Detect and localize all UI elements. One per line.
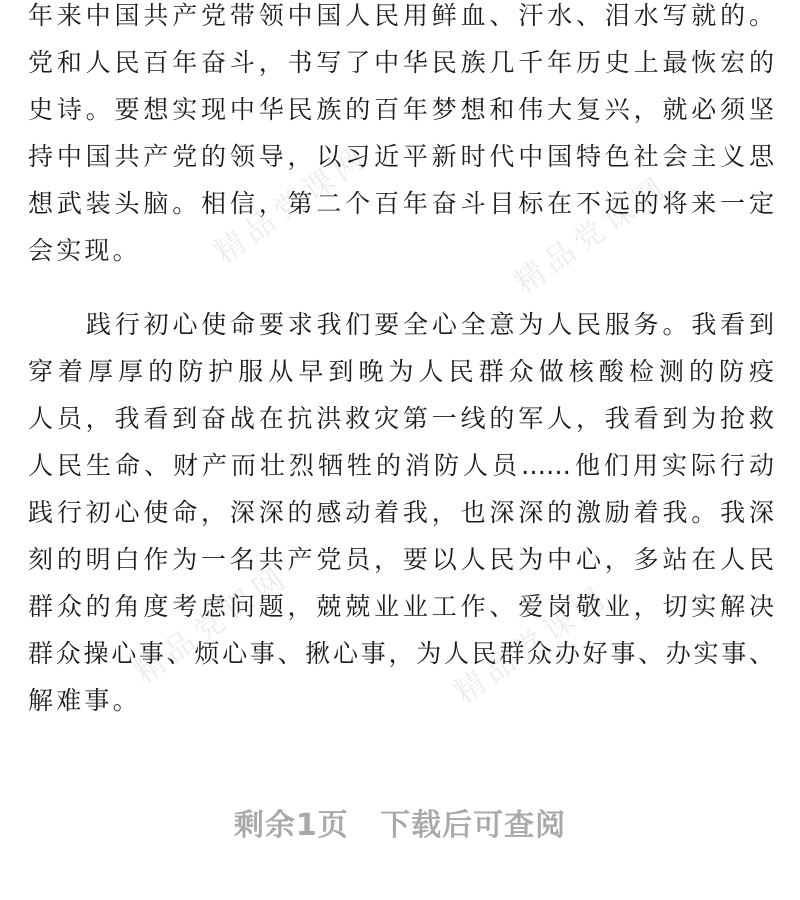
text-line: 刻的明白作为一名共产党员，要以人民为中心，多站在人民: [28, 545, 774, 574]
text-line: 年来中国共产党带领中国人民用鲜血、汗水、泪水写就的。: [28, 1, 774, 30]
watermark: 精品党课网: [208, 138, 376, 271]
text-line: 人民生命、财产而壮烈牺牲的消防人员……他们用实际行动: [28, 451, 774, 480]
text-line: 想武装头脑。相信，第二个百年奋斗目标在不远的将来一定: [28, 189, 774, 218]
text-line: 群众的角度考虑问题，兢兢业业工作、爱岗敬业，切实解决: [28, 592, 774, 621]
watermark: 精品党课网: [448, 578, 616, 711]
text-line: 践行初心使命要求我们要全心全意为人民服务。我看到: [86, 310, 774, 339]
text-line: 人员，我看到奋战在抗洪救灾第一线的军人，我看到为抢救: [28, 404, 774, 433]
remaining-pages-label: 剩余1页: [233, 808, 349, 843]
text-line: 解难事。: [28, 686, 141, 715]
text-line: 史诗。要想实现中华民族的百年梦想和伟大复兴，就必须坚: [28, 95, 774, 124]
text-line: 党和人民百年奋斗，书写了中华民族几千年历史上最恢宏的: [28, 48, 774, 77]
body-paragraph: [28, 0, 774, 274]
text-line: 持中国共产党的领导，以习近平新时代中国特色社会主义思: [28, 142, 774, 171]
text-line: 穿着厚厚的防护服从早到晚为人民群众做核酸检测的防疫: [28, 357, 774, 386]
watermark: 精品党课网: [508, 168, 676, 301]
text-line: 群众操心事、烦心事、揪心事，为人民群众办好事、办实事、: [28, 639, 774, 668]
download-hint-label: 下载后可查阅: [380, 808, 567, 843]
download-to-view-prompt[interactable]: [0, 800, 800, 844]
text-line: 践行初心使命，深深的感动着我，也深深的激励着我。我深: [28, 498, 774, 527]
body-paragraph: [28, 301, 774, 724]
watermark: 精品党课网: [128, 558, 296, 691]
text-line: 会实现。: [28, 236, 141, 265]
